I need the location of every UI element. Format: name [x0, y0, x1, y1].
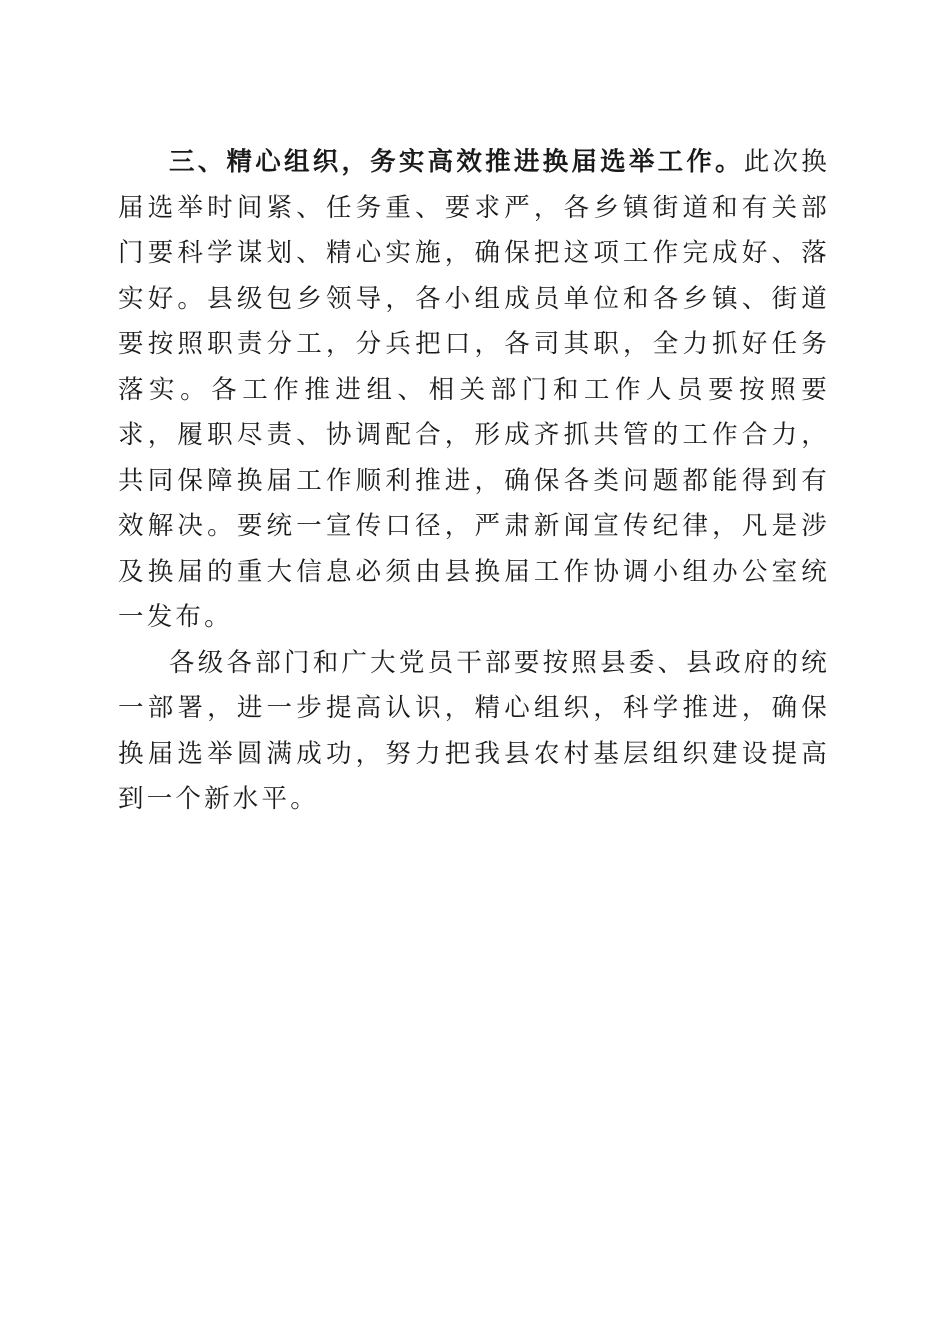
- paragraph-section-three: [118, 140, 830, 641]
- paragraph-closing: [118, 641, 830, 823]
- paragraph-text: 各级各部门和广大党员干部要按照县委、县政府的统一部署，进一步提高认识，精心组织，科学推进，确保换届选举圆满成功，努力把我县农村基层组织建设提高到一个新水平。: [118, 647, 830, 814]
- paragraph-text: 此次换届选举时间紧、任务重、要求严，各乡镇街道和有关部门要科学谋划、精心实施，确保把这项工作完成好、落实好。县级包乡领导，各小组成员单位和各乡镇、街道要按照职责分工，分兵把口，各司其职，全力抓好任务落实。各工作推进组、相关部门和工作人员要按照要求，履职尽责、协调配合，形成齐抓共管的工作合力，共同保障换届工作顺利推进，确保各类问题都能得到有效解决。要统一宣传口径，严肃新闻宣传纪律，凡是涉及换届的重大信息必须由县换届工作协调小组办公室统一发布。: [118, 147, 830, 632]
- section-heading: 三、精心组织，务实高效推进换届选举工作。: [169, 147, 744, 177]
- document-body: [118, 140, 830, 823]
